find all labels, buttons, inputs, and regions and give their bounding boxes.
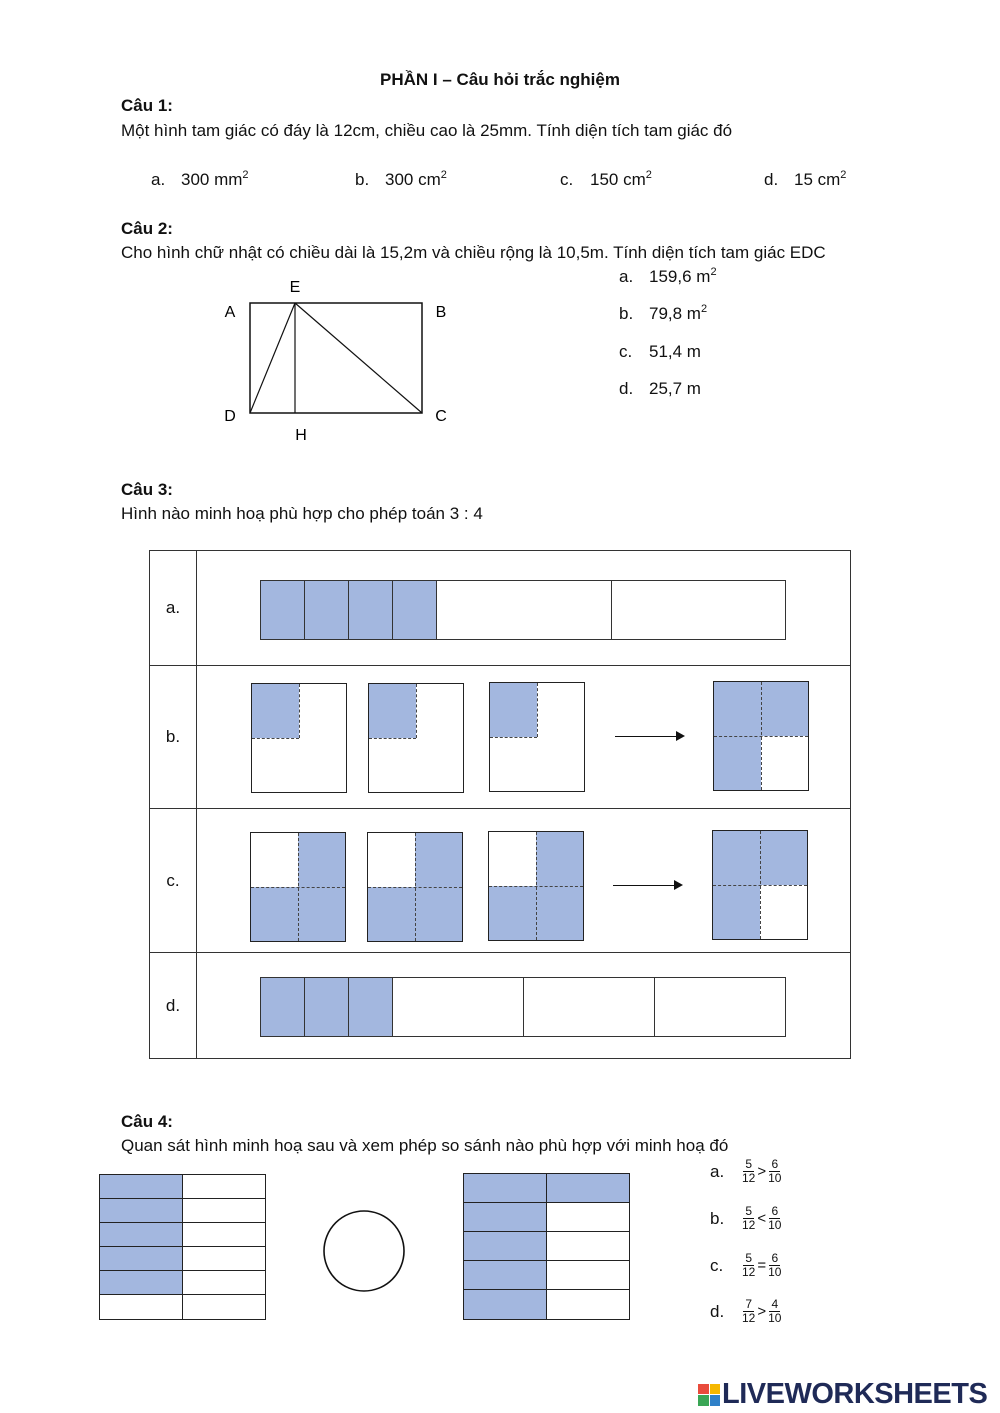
bar-a-shaded-segment [305, 581, 349, 639]
q3-row-a-label: a. [150, 551, 197, 666]
bar-a-shaded-segment [261, 581, 305, 639]
q4-c-denominator-2: 10 [768, 1265, 782, 1279]
right-fraction-grid [463, 1173, 630, 1320]
q1-option-d-value: 15 cm [794, 170, 841, 189]
q3-row-b[interactable] [150, 666, 851, 809]
q3-row-c[interactable] [150, 809, 851, 953]
q4-a-denominator-2: 10 [768, 1171, 782, 1185]
q4-b-numerator-2: 6 [771, 1204, 779, 1218]
q4-c-numerator-2: 6 [771, 1251, 779, 1265]
q2-option-b-exp: 2 [700, 303, 708, 315]
q3-row-c-figure [197, 809, 851, 953]
q1-text: Một hình tam giác có đáy là 12cm, chiều cao là 25mm. Tính diện tích tam giác đó [121, 121, 733, 140]
bar-d-empty-segment [524, 978, 655, 1036]
q2-option-c-value: 51,4 m [649, 342, 701, 361]
q3-row-c-label: c. [150, 809, 197, 953]
square-c-result [712, 830, 808, 940]
q4-a-numerator-2: 6 [771, 1157, 779, 1171]
brand-name: LIVEWORKSHEETS [722, 1378, 988, 1410]
q3-options-table [149, 550, 851, 1059]
q1-option-c-exp: 2 [645, 169, 652, 181]
q2-option-a-value: 159,6 m [649, 267, 711, 286]
q4-b-denominator-2: 10 [768, 1218, 782, 1232]
page-title: PHẦN I – Câu hỏi trắc nghiệm [380, 70, 620, 89]
segment-ec [295, 303, 422, 413]
q4-option-c[interactable] [710, 1252, 783, 1279]
q4-c-denominator-1: 12 [742, 1265, 756, 1279]
q3-row-a-figure [197, 551, 851, 666]
bar-a-shaded-segment [349, 581, 393, 639]
q1-option-a-value: 300 mm [181, 170, 243, 189]
q3-row-b-figure [197, 666, 851, 809]
square-b1 [251, 683, 347, 793]
label-h: H [295, 427, 307, 444]
q4-heading: Câu 4: [121, 1112, 173, 1131]
q1-option-b[interactable] [355, 170, 447, 190]
q1-option-a-exp: 2 [242, 169, 249, 181]
q2-option-d-letter: d. [619, 379, 634, 398]
q3-row-d-figure [197, 953, 851, 1059]
q4-b-sign: < [757, 1210, 767, 1227]
q1-option-d[interactable] [764, 170, 846, 190]
q1-option-b-exp: 2 [440, 169, 447, 181]
q1-heading: Câu 1: [121, 96, 173, 115]
bar-d-shaded-segment [305, 978, 349, 1036]
q4-d-sign: > [757, 1303, 767, 1320]
q1-option-b-value: 300 cm [385, 170, 441, 189]
q1-option-a[interactable] [151, 170, 249, 190]
label-c: C [435, 408, 447, 425]
q2-text: Cho hình chữ nhật có chiều dài là 15,2m và chiều rộng là 10,5m. Tính diện tích tam giác EDC [121, 243, 826, 262]
q4-option-b-letter: b. [710, 1208, 725, 1228]
q2-heading: Câu 2: [121, 219, 173, 238]
square-c2 [367, 832, 463, 942]
q4-option-d[interactable] [710, 1298, 783, 1325]
q3-text: Hình nào minh hoạ phù hợp cho phép toán 3 : 4 [121, 504, 483, 523]
bar-figure-d [260, 977, 786, 1037]
q4-option-b[interactable] [710, 1205, 783, 1232]
q4-option-d-letter: d. [710, 1301, 725, 1321]
rectangle-abcd [250, 303, 422, 413]
q2-option-a-exp: 2 [710, 266, 717, 278]
q4-d-numerator-2: 4 [771, 1297, 779, 1311]
q1-option-c-letter: c. [560, 170, 574, 189]
q3-heading: Câu 3: [121, 480, 173, 499]
q4-c-numerator-1: 5 [745, 1251, 753, 1265]
q4-d-denominator-1: 12 [742, 1311, 756, 1325]
q4-a-sign: > [757, 1163, 767, 1180]
bar-a-shaded-segment [393, 581, 437, 639]
q4-b-numerator-1: 5 [745, 1204, 753, 1218]
bar-d-shaded-segment [349, 978, 393, 1036]
q4-c-sign: = [757, 1257, 767, 1274]
q4-a-numerator-1: 5 [745, 1157, 753, 1171]
q3-row-d-label: d. [150, 953, 197, 1059]
bar-d-empty-segment [393, 978, 524, 1036]
q2-option-b-value: 79,8 m [649, 304, 701, 323]
square-c3 [488, 831, 584, 941]
q4-option-a-letter: a. [710, 1161, 725, 1181]
q2-option-d-value: 25,7 m [649, 379, 701, 398]
q4-d-numerator-1: 7 [745, 1297, 753, 1311]
q4-option-c-letter: c. [710, 1255, 724, 1275]
square-b-result [713, 681, 809, 791]
q2-option-c-letter: c. [619, 342, 633, 361]
q2-option-a-letter: a. [619, 267, 634, 286]
q1-option-b-letter: b. [355, 170, 370, 189]
q1-option-a-letter: a. [151, 170, 166, 189]
bar-d-shaded-segment [261, 978, 305, 1036]
circle-shape [322, 1209, 406, 1293]
square-b2 [368, 683, 464, 793]
arrow-right-icon [613, 885, 681, 886]
label-e: E [289, 279, 301, 296]
square-c1 [250, 832, 346, 942]
left-fraction-grid [99, 1174, 266, 1320]
liveworksheets-logo-icon [698, 1384, 720, 1406]
q3-row-b-label: b. [150, 666, 197, 809]
q2-option-d[interactable] [619, 379, 701, 399]
q2-option-b[interactable] [619, 304, 707, 324]
bar-a-empty-segment [437, 581, 612, 639]
q1-option-c[interactable] [560, 170, 652, 190]
q4-b-denominator-1: 12 [742, 1218, 756, 1232]
liveworksheets-logo [698, 1378, 987, 1411]
q2-option-b-letter: b. [619, 304, 634, 323]
arrow-right-icon [615, 736, 683, 737]
rectangle-triangle-diagram [215, 272, 465, 447]
q4-a-denominator-1: 12 [742, 1171, 756, 1185]
bar-figure-a [260, 580, 786, 640]
square-b3 [489, 682, 585, 792]
q1-option-c-value: 150 cm [590, 170, 646, 189]
q4-option-a[interactable] [710, 1158, 783, 1185]
q2-option-a[interactable] [619, 267, 717, 287]
segment-ed [250, 303, 295, 413]
q4-text: Quan sát hình minh hoạ sau và xem phép so sánh nào phù hợp với minh hoạ đó [121, 1136, 729, 1155]
label-b: B [435, 304, 447, 321]
q4-d-denominator-2: 10 [768, 1311, 782, 1325]
q3-row-d[interactable] [150, 953, 851, 1059]
q2-option-c[interactable] [619, 342, 701, 362]
label-d: D [224, 408, 236, 425]
q1-option-d-exp: 2 [840, 169, 847, 181]
q3-row-a[interactable] [150, 551, 851, 666]
q1-option-d-letter: d. [764, 170, 779, 189]
label-a: A [224, 304, 236, 321]
